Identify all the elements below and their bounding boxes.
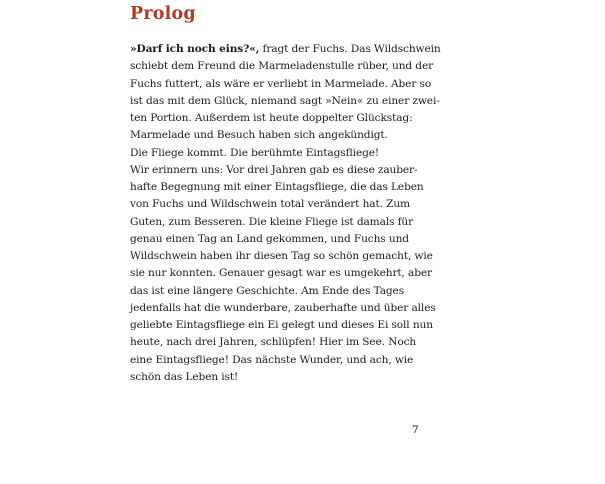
text-line: eine Eintagsfliege! Das nächste Wunder, und ach, wie — [130, 353, 414, 366]
text-line — [130, 41, 441, 58]
text-line: hafte Begegnung mit einer Eintagsfliege, die das Leben — [130, 181, 424, 193]
text-line: geliebte Eintagsfliege ein Ei gelegt und dieses Ei soll nun — [130, 319, 433, 331]
lead-quote: »Darf ich noch eins?«, — [130, 43, 260, 55]
text-line: Marmelade und Besuch haben sich angekündigt. — [130, 129, 388, 142]
text-line: das ist eine längere Geschichte. Am Ende des Tages — [130, 284, 405, 297]
text-line: schön das Leben ist! — [130, 370, 239, 383]
text-line: Fuchs futtert, als wäre er verliebt in Marmelade. Aber so — [130, 77, 432, 90]
text-line: sie nur konnten. Genauer gesagt war es umgekehrt, aber — [130, 267, 432, 280]
text-line: Guten, zum Besseren. Die kleine Fliege ist damals für — [130, 215, 414, 228]
text-line: Wildschwein haben ihr diesen Tag so schön gemacht, wie — [130, 250, 433, 262]
text-line: Die Fliege kommt. Die berühmte Eintagsfliege! — [130, 146, 380, 159]
text-line: Wir erinnern uns: Vor drei Jahren gab es diese zauber- — [130, 163, 418, 176]
text-line-content: fragt der Fuchs. Das Wildschwein — [259, 43, 441, 55]
body-text — [130, 41, 441, 386]
text-line: ten Portion. Außerdem ist heute doppelter Glückstag: — [130, 112, 413, 124]
text-line: ist das mit dem Glück, niemand sagt »Nein« zu einer zwei- — [130, 94, 440, 107]
text-line: schiebt dem Freund die Marmeladenstulle rüber, und der — [130, 60, 434, 73]
chapter-title: Prolog — [130, 4, 196, 24]
text-line: heute, nach drei Jahren, schlüpfen! Hier im See. Noch — [130, 336, 417, 349]
page-number: 7 — [412, 424, 419, 436]
text-line: jedenfalls hat die wunderbare, zauberhafte und über alles — [130, 301, 436, 314]
text-line: genau einen Tag an Land gekommen, und Fuchs und — [130, 232, 409, 245]
text-line: von Fuchs und Wildschwein total verändert hat. Zum — [130, 198, 410, 211]
